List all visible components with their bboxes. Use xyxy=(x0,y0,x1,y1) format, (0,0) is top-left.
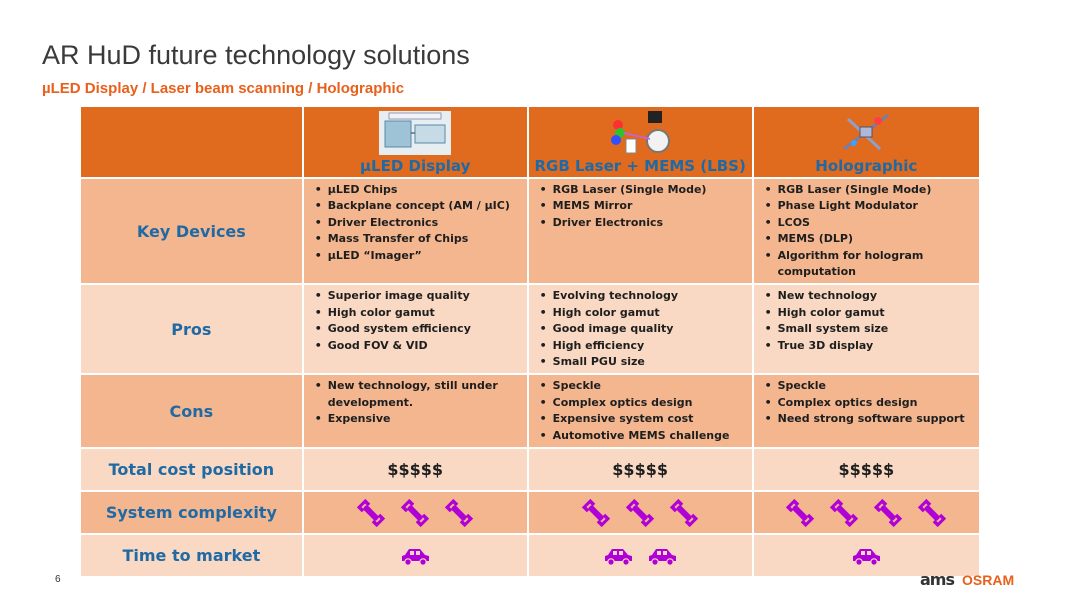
bullet-item: • Backplane concept (AM / µIC) xyxy=(312,198,521,214)
bullet-item: • MEMS (DLP) xyxy=(762,231,973,247)
bullet-item: • Evolving technology xyxy=(537,288,746,304)
row-label: System complexity xyxy=(81,492,302,533)
bullet-item: • µLED “Imager” xyxy=(312,248,521,264)
cost-value: $$$$$ xyxy=(754,449,979,490)
bullet-list xyxy=(537,288,746,370)
column-header-uled xyxy=(304,107,527,177)
wrench-icon xyxy=(784,497,816,529)
bullet-item: • Speckle xyxy=(762,378,973,394)
bullet-item: • Good system efficiency xyxy=(312,321,521,337)
bullet-list xyxy=(312,182,521,264)
column-title: RGB Laser + MEMS (LBS) xyxy=(534,157,746,175)
bullet-list xyxy=(537,182,746,231)
wrench-icon-group xyxy=(529,497,752,529)
bullet-item: • RGB Laser (Single Mode) xyxy=(762,182,973,198)
car-icon-group xyxy=(304,546,527,566)
column-header-holographic xyxy=(754,107,979,177)
row-label: Time to market xyxy=(81,535,302,576)
complexity-cell xyxy=(304,492,527,533)
bullet-list xyxy=(312,288,521,354)
bullet-item: • Driver Electronics xyxy=(537,215,746,231)
bullet-item: • Automotive MEMS challenge xyxy=(537,428,746,444)
table-cell xyxy=(754,285,979,373)
car-icon-group xyxy=(529,546,752,566)
slide-subtitle: µLED Display / Laser beam scanning / Holographic xyxy=(42,80,405,97)
wrench-icon-group xyxy=(754,497,979,529)
bullet-item: • New technology xyxy=(762,288,973,304)
ams-logo-text: ams xyxy=(920,570,954,589)
slide-title: AR HuD future technology solutions xyxy=(42,40,470,70)
wrench-icon xyxy=(916,497,948,529)
bullet-item: • RGB Laser (Single Mode) xyxy=(537,182,746,198)
bullet-list xyxy=(537,378,746,444)
cost-value: $$$$$ xyxy=(304,449,527,490)
bullet-item: • Mass Transfer of Chips xyxy=(312,231,521,247)
bullet-item: • Complex optics design xyxy=(537,395,746,411)
car-icon xyxy=(646,546,678,566)
table-cell xyxy=(754,375,979,447)
total-cost-row xyxy=(81,449,979,490)
comparison-table xyxy=(79,105,981,578)
company-logo xyxy=(920,570,1014,589)
bullet-item: • Phase Light Modulator xyxy=(762,198,973,214)
bullet-item: • Small PGU size xyxy=(537,354,746,370)
bullet-item: • Need strong software support xyxy=(762,411,973,427)
header-row xyxy=(81,107,979,177)
car-icon-group xyxy=(754,546,979,566)
uled-engine-diagram-icon xyxy=(379,111,451,155)
complexity-cell xyxy=(754,492,979,533)
time-to-market-row xyxy=(81,535,979,576)
complexity-cell xyxy=(529,492,752,533)
bullet-item: • Driver Electronics xyxy=(312,215,521,231)
bullet-item: • Speckle xyxy=(537,378,746,394)
time-to-market-cell xyxy=(529,535,752,576)
page-number: 6 xyxy=(55,574,61,585)
wrench-icon xyxy=(580,497,612,529)
bullet-list xyxy=(762,288,973,354)
table-cell xyxy=(529,375,752,447)
osram-logo-text: OSRAM xyxy=(962,571,1015,588)
bullet-item: • True 3D display xyxy=(762,338,973,354)
cost-value: $$$$$ xyxy=(529,449,752,490)
wrench-icon xyxy=(624,497,656,529)
wrench-icon xyxy=(399,497,431,529)
bullet-item: • Good image quality xyxy=(537,321,746,337)
wrench-icon xyxy=(443,497,475,529)
row-label: Key Devices xyxy=(81,179,302,283)
bullet-item: • Algorithm for hologram computation xyxy=(762,248,973,281)
table-cell xyxy=(304,285,527,373)
bullet-list xyxy=(762,378,973,427)
table-cell xyxy=(304,179,527,283)
bullet-list xyxy=(312,378,521,427)
wrench-icon xyxy=(828,497,860,529)
laser-mems-diagram-icon xyxy=(604,109,676,155)
bullet-item: • Expensive xyxy=(312,411,521,427)
bullet-item: • High efficiency xyxy=(537,338,746,354)
table-cell xyxy=(304,375,527,447)
table-cell xyxy=(529,179,752,283)
bullet-item: • MEMS Mirror xyxy=(537,198,746,214)
key-devices-row xyxy=(81,179,979,283)
corner-cell xyxy=(81,107,302,177)
bullet-item: • Superior image quality xyxy=(312,288,521,304)
car-icon xyxy=(399,546,431,566)
bullet-item: • LCOS xyxy=(762,215,973,231)
row-label: Cons xyxy=(81,375,302,447)
bullet-item: • High color gamut xyxy=(537,305,746,321)
wrench-icon-group xyxy=(304,497,527,529)
car-icon xyxy=(850,546,882,566)
time-to-market-cell xyxy=(304,535,527,576)
bullet-list xyxy=(762,182,973,280)
table-cell xyxy=(754,179,979,283)
column-title: Holographic xyxy=(815,157,918,175)
system-complexity-row xyxy=(81,492,979,533)
bullet-item: • High color gamut xyxy=(762,305,973,321)
wrench-icon xyxy=(355,497,387,529)
row-label: Pros xyxy=(81,285,302,373)
wrench-icon xyxy=(872,497,904,529)
column-header-lbs xyxy=(529,107,752,177)
bullet-item: • Good FOV & VID xyxy=(312,338,521,354)
column-title: µLED Display xyxy=(360,157,471,175)
cons-row xyxy=(81,375,979,447)
bullet-item: • New technology, still under development. xyxy=(312,378,521,411)
car-icon xyxy=(602,546,634,566)
holographic-setup-diagram-icon xyxy=(830,109,902,155)
wrench-icon xyxy=(668,497,700,529)
row-label: Total cost position xyxy=(81,449,302,490)
bullet-item: • High color gamut xyxy=(312,305,521,321)
pros-row xyxy=(81,285,979,373)
bullet-item: • Small system size xyxy=(762,321,973,337)
table-cell xyxy=(529,285,752,373)
bullet-item: • µLED Chips xyxy=(312,182,521,198)
bullet-item: • Expensive system cost xyxy=(537,411,746,427)
bullet-item: • Complex optics design xyxy=(762,395,973,411)
